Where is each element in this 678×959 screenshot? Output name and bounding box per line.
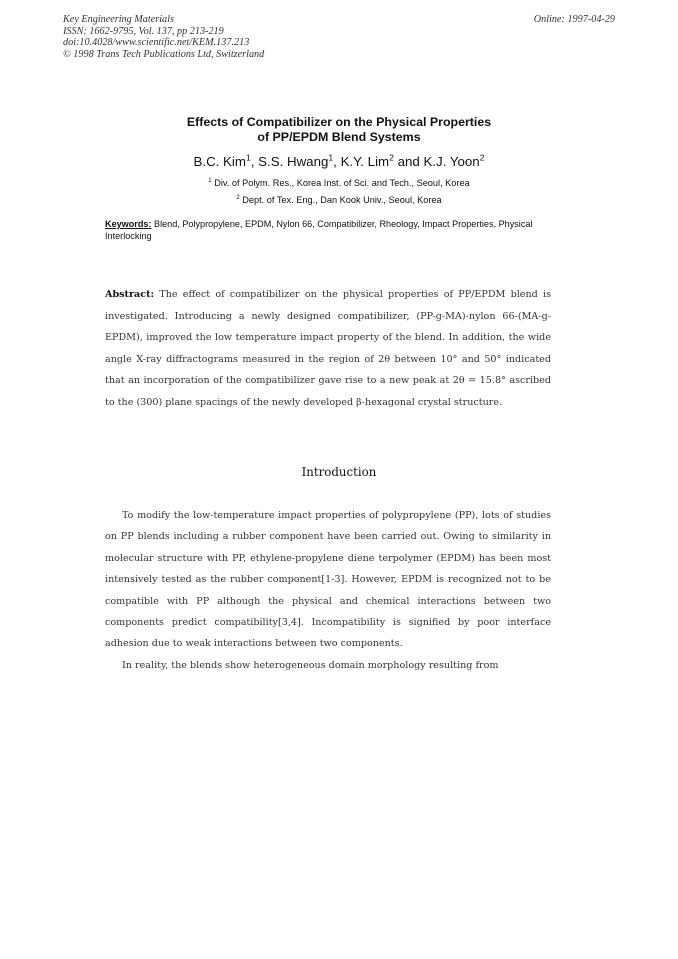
title-line-2: of PP/EPDM Blend Systems	[257, 130, 421, 144]
online-date: Online: 1997-04-29	[533, 14, 615, 25]
title-line-1: Effects of Compatibilizer on the Physical Properties	[186, 115, 492, 129]
affiliation-text: Div. of Polym. Res., Korea Inst. of Sci. and Tech., Seoul, Korea	[214, 178, 470, 188]
author-separator: ,	[333, 154, 341, 169]
author-affiliation-mark: 2	[479, 152, 485, 163]
author-name: B.C. Kim	[193, 154, 246, 169]
journal-metadata	[63, 14, 264, 60]
affiliation-number: 2	[236, 194, 240, 201]
keywords-label: Keywords:	[105, 219, 152, 229]
author-affiliation-mark: 1	[328, 152, 334, 163]
doi-line[interactable]: doi:10.4028/www.scientific.net/KEM.137.213	[63, 37, 250, 49]
author-name: K.J. Yoon	[423, 154, 480, 169]
abstract-text: The effect of compatibilizer on the physical properties of PP/EPDM blend is investigated. Introducing a newly designed compatibilizer, (PP-g-MA)-nylon 66-(MA-g-EPDM), improved the low temperature impact property of the blend. In addition, the wide angle X-ray diffractograms measured in the region of 2θ between 10° and 50° indicated that an incorporation of the compatibilizer gave rise to a new peak at 2θ = 15.8° ascribed to the (300) plane spacings of the newly developed β-hexagonal crystal structure.	[105, 289, 551, 408]
paper-title	[0, 115, 678, 145]
paragraph: In reality, the blends show heterogeneous domain morphology resulting from	[122, 659, 499, 671]
section-heading-introduction: Introduction	[301, 465, 377, 479]
affiliation-text: Dept. of Tex. Eng., Dan Kook Univ., Seoul, Korea	[242, 195, 442, 205]
abstract-label: Abstract:	[105, 289, 155, 300]
keywords-text: Blend, Polypropylene, EPDM, Nylon 66, Compatibilizer, Rheology, Impact Properties, Physical Interlocking	[105, 219, 533, 241]
affiliation-2	[0, 195, 678, 205]
author-affiliation-mark: 1	[245, 152, 251, 163]
copyright-line: © 1998 Trans Tech Publications Ltd, Switzerland	[63, 48, 265, 60]
paragraph: To modify the low-temperature impact properties of polypropylene (PP), lots of studies on PP blends including a rubber component have been carried out. Owing to similarity in molecular structure with PP, ethylene-propylene diene terpolymer (EPDM) has been most intensively tested as the rubber component[1-3]. However, EPDM is recognized not to be compatible with PP although the physical and chemical interactions between two components predict compatibility[3,4]. Incompatibility is signified by poor interface adhesion due to weak interactions between two components.	[105, 510, 551, 650]
author-separator: ,	[250, 154, 259, 169]
author-separator: and	[393, 154, 424, 169]
affiliation-1	[0, 178, 678, 188]
issn-line: ISSN: 1662-9795, Vol. 137, pp 213-219	[63, 25, 224, 37]
affiliation-number: 1	[208, 177, 212, 184]
introduction-body	[105, 505, 551, 676]
journal-name: Key Engineering Materials	[63, 14, 174, 25]
keywords-block	[105, 219, 555, 242]
author-name: S.S. Hwang	[258, 154, 329, 169]
abstract-block	[105, 284, 551, 414]
author-name: K.Y. Lim	[340, 154, 390, 169]
author-affiliation-mark: 2	[389, 152, 394, 163]
author-list	[0, 154, 678, 169]
